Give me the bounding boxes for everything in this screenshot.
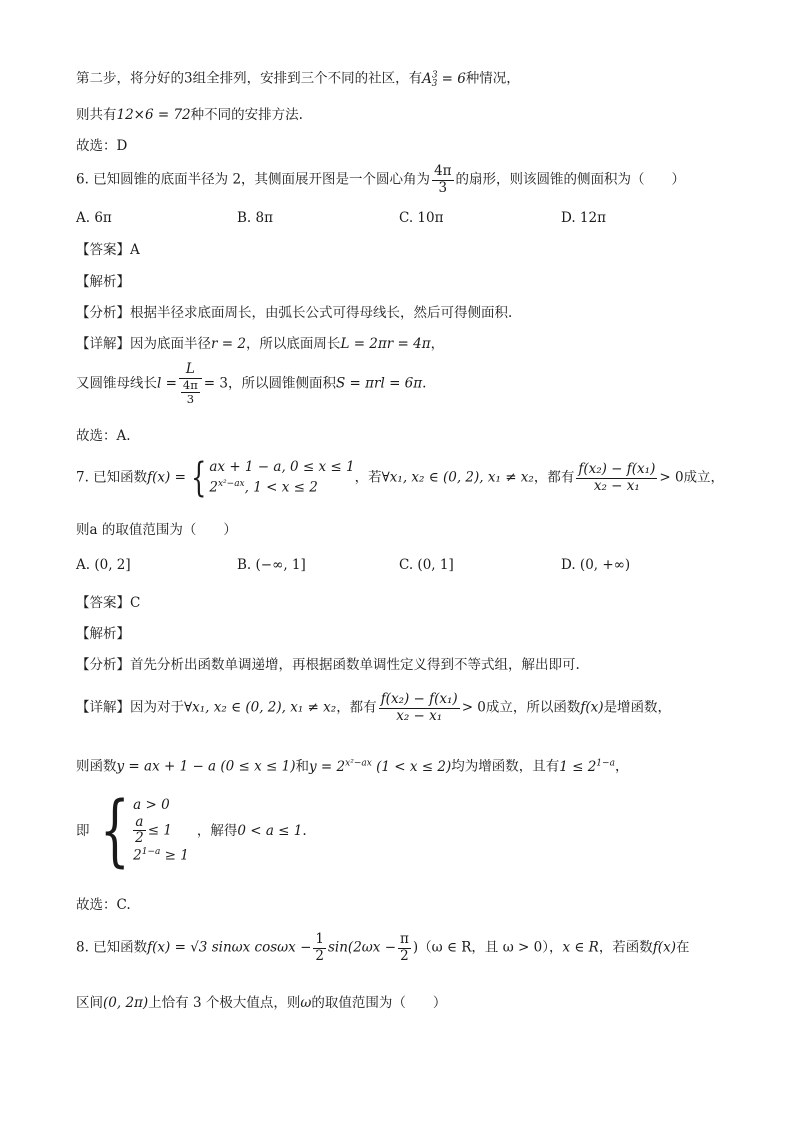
fraction-l: $\frac{L}{\frac{4\pi}{3}}$	[179, 362, 202, 406]
text: 种情况，	[465, 70, 520, 87]
text: 第二步，将分好的3组全排列，安排到三个不同的社区，有	[76, 70, 423, 87]
q7-line2: 则a 的取值范围为（ ）	[76, 522, 237, 538]
q7-option-d: D. (0, +∞)	[561, 557, 631, 573]
step-two-line	[76, 70, 520, 90]
choice-line-5: 故选：D	[76, 138, 128, 154]
q7-choice: 故选：C.	[76, 897, 131, 913]
question-6-stem: 6. 已知圆锥的底面半径为 2，其侧面展开图是一个圆心角为 $\frac{4\pi}{3}$ 的扇形，则该圆锥的侧面积为（ ）	[76, 163, 686, 196]
q8-line2: 区间(0, 2π)上恰有 3 个极大值点，则ω的取值范围为（ ）	[76, 995, 447, 1011]
q7-option-c: C. (0, 1]	[399, 557, 454, 573]
math-arrangement: $A^3_3 = 6$	[422, 70, 466, 90]
q7-option-b: B. (−∞, 1]	[237, 557, 306, 573]
q7-answer: 【答案】C	[76, 595, 141, 611]
difference-quotient: $\frac{\text{f(x₂) − f(x₁)}}{\text{x₂ − x₁}}$	[578, 460, 656, 494]
q6-choice: 故选：A.	[76, 428, 131, 444]
q7-jiexi: 【解析】	[76, 626, 130, 642]
q7-detail-line2: 则函数y = ax + 1 − a (0 ≤ x ≤ 1)和$y = 2^{x^2-ax}$ (1 < x ≤ 2)均为增函数，且有$1 \le 2^{1-a}$，	[76, 758, 629, 775]
inequality-system: a > 0 $\frac{a}{2}$ ≤ 1 $2^{1-a} \ge 1$	[133, 797, 189, 864]
q6-option-b: B. 8π	[237, 210, 273, 226]
q6-detail: 【详解】因为底面半径r = 2，所以底面周长L = 2πr = 4π，	[76, 336, 445, 352]
q6-option-c: C. 10π	[399, 210, 444, 226]
q7-fenxi: 【分析】首先分析出函数单调递增，再根据函数单调性定义得到不等式组，解出即可.	[76, 657, 580, 673]
question-8-stem: 8. 已知函数f(x) = √3 sinωx cosωx − $\frac{1}{2}$ sin(2ωx − $\frac{\pi}{2}$ )（ω ∈ R，且 ω > 0），x ∈ R，若函数f(x)在	[76, 931, 690, 964]
q6-option-a: A. 6π	[76, 210, 112, 226]
q6-slant-height: 又圆锥母线长l = $\frac{L}{\frac{4\pi}{3}}$ = 3，所以圆锥侧面积S = πrl = 6π.	[76, 361, 427, 406]
q6-fenxi: 【分析】根据半径求底面周长，由弧长公式可得母线长，然后可得侧面积.	[76, 305, 513, 321]
total-line: 则共有12×6 = 72种不同的安排方法.	[76, 107, 303, 123]
q6-jiexi: 【解析】	[76, 274, 130, 290]
fraction-4pi-3: $\frac{4\pi}{3}$	[434, 163, 452, 196]
piecewise-cases: ax + 1 − a, 0 ≤ x ≤ 1 $2^{x^2-ax}$, 1 < x ≤ 2	[209, 459, 355, 496]
q6-answer: 【答案】A	[76, 242, 140, 258]
math-product: 12×6 = 72	[116, 107, 191, 123]
question-7-stem: 7. 已知函数f(x) = { ax + 1 − a, 0 ≤ x ≤ 1 $2^{x^2-ax}$, 1 < x ≤ 2 ，若∀x₁, x₂ ∈ (0, 2), x₁ ≠ x₂，都有 $\frac{\text{f(x₂) − f(x₁)}}{\text{x₂ − x₁}}$ > 0成立，	[76, 455, 725, 501]
q6-option-d: D. 12π	[561, 210, 606, 226]
difference-quotient-2: $\frac{\text{f(x₂) − f(x₁)}}{\text{x₂ − x₁}}$	[380, 691, 458, 724]
q7-detail: 【详解】因为对于∀x₁, x₂ ∈ (0, 2), x₁ ≠ x₂，都有 $\frac{\text{f(x₂) − f(x₁)}}{\text{x₂ − x₁}}$ > 0成立，所以函数f(x)是增函数，	[76, 691, 672, 724]
q7-option-a: A. (0, 2]	[76, 557, 131, 573]
q7-system: 即 { a > 0 $\frac{a}{2}$ ≤ 1 $2^{1-a} \ge 1$ ，解得0 < a ≤ 1.	[76, 786, 307, 876]
